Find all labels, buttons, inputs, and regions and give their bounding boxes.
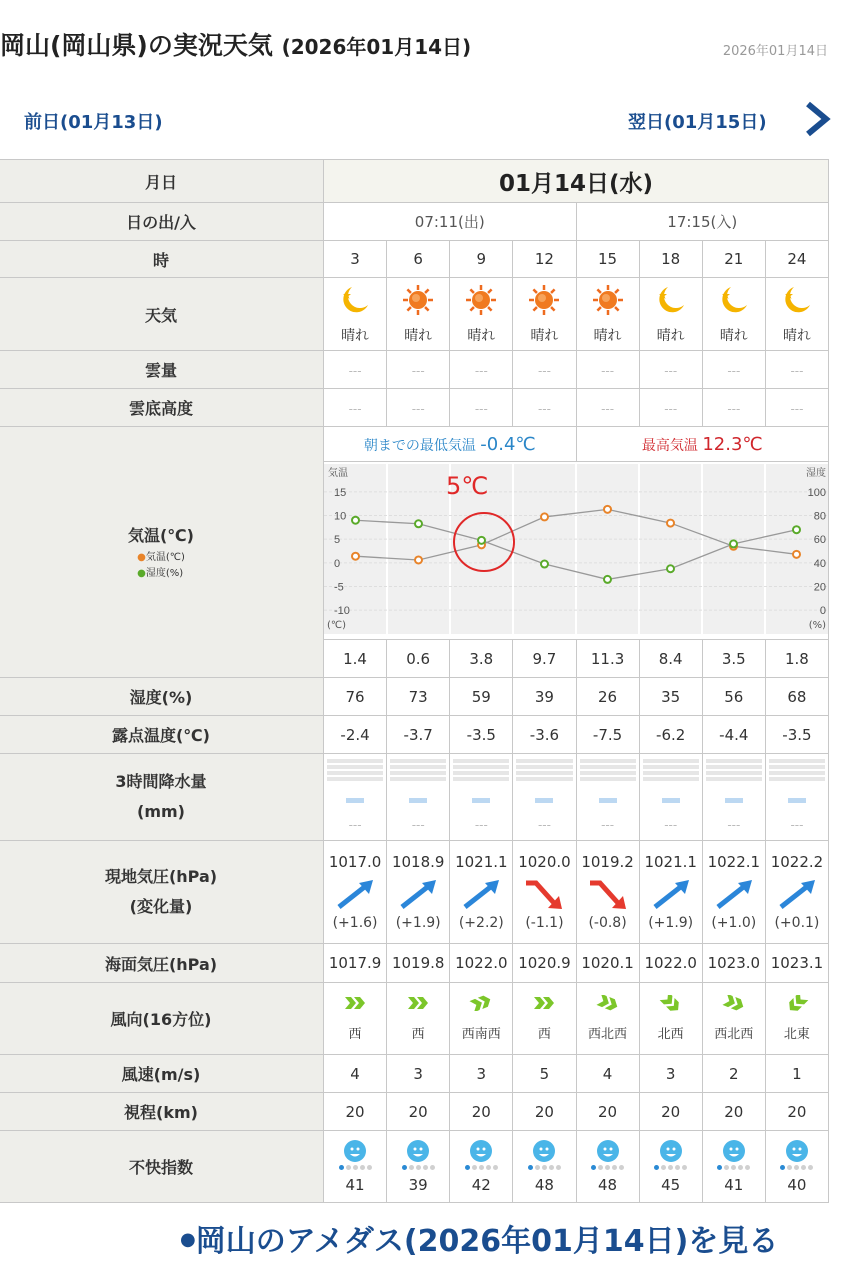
label-temp: 気温(℃) ●気温(℃) ●湿度(%) xyxy=(0,427,324,678)
sun-icon xyxy=(527,283,561,321)
wind-dir-label: 西 xyxy=(537,1027,551,1042)
left-tick-label: 5 xyxy=(334,534,341,547)
pressure-cell: 1020.0 (-1.1) xyxy=(513,841,576,944)
face-icon xyxy=(468,1139,494,1163)
label-cloud-base: 雲底高度 xyxy=(0,389,324,427)
handwritten-annotation: 5℃ xyxy=(446,472,489,500)
date-value: 01月14日(水) xyxy=(324,160,829,203)
discomfort-cell: 39 xyxy=(387,1131,450,1203)
weather-label: 晴れ xyxy=(467,328,496,344)
wind-dir-cell xyxy=(387,983,450,1055)
humidity-cell: 73 xyxy=(387,678,450,716)
dew-cell: -3.5 xyxy=(765,716,828,754)
discomfort-cell: 48 xyxy=(576,1131,639,1203)
precip-cell: --- xyxy=(639,754,702,841)
temp-cell: 1.4 xyxy=(324,640,387,678)
right-tick-label: 60 xyxy=(813,534,826,547)
trend-up-arrow-icon xyxy=(459,877,503,911)
moon-icon xyxy=(780,283,814,321)
cloud-base-cell: --- xyxy=(450,389,513,427)
cloud-cell: --- xyxy=(513,351,576,389)
visibility-cell: 20 xyxy=(387,1093,450,1131)
temp-point xyxy=(793,551,800,558)
sea-pressure-cell: 1023.0 xyxy=(702,944,765,983)
wind-dir-label: 西北西 xyxy=(588,1027,628,1042)
precip-cell: --- xyxy=(513,754,576,841)
precip-cell: --- xyxy=(702,754,765,841)
humidity-cell: 39 xyxy=(513,678,576,716)
face-icon xyxy=(721,1139,747,1163)
temp-cell: 1.8 xyxy=(765,640,828,678)
humidity-point xyxy=(415,520,422,527)
header-date: 2026年01月14日 xyxy=(722,44,828,59)
left-tick-label: 0 xyxy=(334,557,341,570)
visibility-cell: 20 xyxy=(702,1093,765,1131)
hour-cell: 9 xyxy=(450,241,513,278)
wind-dir-label: 西 xyxy=(411,1027,425,1042)
pressure-cell: 1021.1 (+1.9) xyxy=(639,841,702,944)
visibility-cell: 20 xyxy=(765,1093,828,1131)
right-unit: (%) xyxy=(808,620,826,631)
discomfort-cell: 41 xyxy=(702,1131,765,1203)
hour-cell: 15 xyxy=(576,241,639,278)
pressure-cell: 1021.1 (+2.2) xyxy=(450,841,513,944)
discomfort-cell: 42 xyxy=(450,1131,513,1203)
label-cloud: 雲量 xyxy=(0,351,324,389)
humidity-point xyxy=(352,517,359,524)
cloud-cell: --- xyxy=(450,351,513,389)
discomfort-cell: 48 xyxy=(513,1131,576,1203)
weather-cell xyxy=(576,278,639,351)
wind-speed-cell: 3 xyxy=(639,1055,702,1093)
wind-dir-cell xyxy=(702,983,765,1055)
cloud-base-cell: --- xyxy=(576,389,639,427)
weather-cell xyxy=(639,278,702,351)
dew-cell: -6.2 xyxy=(639,716,702,754)
hour-cell: 6 xyxy=(387,241,450,278)
humidity-point xyxy=(793,526,800,533)
cloud-cell: --- xyxy=(765,351,828,389)
hour-cell: 12 xyxy=(513,241,576,278)
hour-cell: 21 xyxy=(702,241,765,278)
discomfort-cell: 40 xyxy=(765,1131,828,1203)
wind-arrow-icon xyxy=(532,995,556,1011)
precip-cell: --- xyxy=(576,754,639,841)
trend-up-arrow-icon xyxy=(649,877,693,911)
humidity-cell: 59 xyxy=(450,678,513,716)
hour-cell: 24 xyxy=(765,241,828,278)
left-axis-title: 気温 xyxy=(328,468,348,479)
label-dew: 露点温度(℃) xyxy=(0,716,324,754)
temp-point xyxy=(604,506,611,513)
face-icon xyxy=(531,1139,557,1163)
humidity-cell: 56 xyxy=(702,678,765,716)
cloud-cell: --- xyxy=(387,351,450,389)
wind-arrow-icon xyxy=(785,995,809,1011)
trend-up-arrow-icon xyxy=(333,877,377,911)
cloud-base-cell: --- xyxy=(513,389,576,427)
temp-point xyxy=(415,556,422,563)
weather-label: 晴れ xyxy=(341,328,370,344)
moon-icon xyxy=(654,283,688,321)
weather-label: 晴れ xyxy=(404,328,433,344)
temp-cell: 3.8 xyxy=(450,640,513,678)
wind-arrow-icon xyxy=(659,995,683,1011)
sun-icon xyxy=(591,283,625,321)
right-axis-title: 湿度 xyxy=(806,468,826,479)
wind-arrow-icon xyxy=(469,995,493,1011)
precip-cell: --- xyxy=(324,754,387,841)
label-sea-pressure: 海面気圧(hPa) xyxy=(0,944,324,983)
weather-cell xyxy=(450,278,513,351)
trend-down-arrow-icon xyxy=(522,877,566,911)
visibility-cell: 20 xyxy=(576,1093,639,1131)
left-tick-label: -5 xyxy=(334,581,344,594)
weather-cell xyxy=(387,278,450,351)
face-icon xyxy=(405,1139,431,1163)
weather-label: 晴れ xyxy=(530,328,559,344)
cloud-cell: --- xyxy=(576,351,639,389)
hour-row xyxy=(0,241,829,278)
precip-cell: --- xyxy=(450,754,513,841)
wind-speed-cell: 3 xyxy=(387,1055,450,1093)
temp-humidity-chart xyxy=(324,462,828,635)
cloud-cell: --- xyxy=(324,351,387,389)
amedas-link[interactable]: ●岡山のアメダス(2026年01月14日)を見る xyxy=(180,1224,779,1259)
wind-dir-cell xyxy=(324,983,387,1055)
right-tick-label: 100 xyxy=(807,486,826,499)
weather-label: 晴れ xyxy=(719,328,748,344)
discomfort-cell: 41 xyxy=(324,1131,387,1203)
temp-point xyxy=(667,520,674,527)
cloud-base-cell: --- xyxy=(639,389,702,427)
humidity-cell: 68 xyxy=(765,678,828,716)
temp-cell: 0.6 xyxy=(387,640,450,678)
sun-icon xyxy=(464,283,498,321)
right-tick-label: 20 xyxy=(813,581,826,594)
wind-dir-cell xyxy=(765,983,828,1055)
weather-cell xyxy=(702,278,765,351)
label-visibility: 視程(km) xyxy=(0,1093,324,1131)
sun-icon xyxy=(401,283,435,321)
wind-speed-cell: 1 xyxy=(765,1055,828,1093)
visibility-cell: 20 xyxy=(324,1093,387,1131)
discomfort-cell: 45 xyxy=(639,1131,702,1203)
trend-down-arrow-icon xyxy=(586,877,630,911)
dew-cell: -4.4 xyxy=(702,716,765,754)
humidity-cell: 26 xyxy=(576,678,639,716)
right-tick-label: 0 xyxy=(819,605,826,618)
wind-arrow-icon xyxy=(406,995,430,1011)
face-icon xyxy=(595,1139,621,1163)
moon-icon xyxy=(338,283,372,321)
face-icon xyxy=(784,1139,810,1163)
humidity-cell: 35 xyxy=(639,678,702,716)
humidity-point xyxy=(478,537,485,544)
humidity-point xyxy=(541,561,548,568)
legend-temp: ●気温(℃) xyxy=(137,551,185,563)
temp-point xyxy=(541,513,548,520)
wind-dir-label: 西北西 xyxy=(714,1027,754,1042)
weather-cell xyxy=(765,278,828,351)
wind-speed-cell: 4 xyxy=(576,1055,639,1093)
wind-dir-cell xyxy=(450,983,513,1055)
legend-humidity: ●湿度(%) xyxy=(137,567,184,579)
humidity-point xyxy=(667,565,674,572)
label-wind-dir: 風向(16方位) xyxy=(0,983,324,1055)
label-hour: 時 xyxy=(0,241,324,278)
weather-label: 晴れ xyxy=(782,328,811,344)
humidity-point xyxy=(730,540,737,547)
wind-dir-label: 西 xyxy=(348,1027,362,1042)
wind-speed-cell: 2 xyxy=(702,1055,765,1093)
visibility-cell: 20 xyxy=(513,1093,576,1131)
cloud-base-cell: --- xyxy=(765,389,828,427)
wind-dir-cell xyxy=(513,983,576,1055)
label-discomfort: 不快指数 xyxy=(0,1131,324,1203)
temp-cell: 11.3 xyxy=(576,640,639,678)
cloud-base-cell: --- xyxy=(387,389,450,427)
sea-pressure-cell: 1020.9 xyxy=(513,944,576,983)
left-tick-label: 10 xyxy=(334,510,347,523)
hour-cell: 3 xyxy=(324,241,387,278)
cloud-base-cell: --- xyxy=(324,389,387,427)
dew-cell: -2.4 xyxy=(324,716,387,754)
right-tick-label: 40 xyxy=(813,557,826,570)
face-icon xyxy=(658,1139,684,1163)
wind-dir-label: 西南西 xyxy=(461,1027,501,1042)
pressure-cell: 1019.2 (-0.8) xyxy=(576,841,639,944)
moon-icon xyxy=(717,283,751,321)
min-temp: 朝までの最低気温 -0.4℃ xyxy=(324,427,577,462)
sunset: 17:15(入) xyxy=(576,203,829,241)
chart-cell xyxy=(324,462,829,640)
label-precip: 3時間降水量 (mm) xyxy=(0,754,324,841)
label-sun: 日の出/入 xyxy=(0,203,324,241)
trend-up-arrow-icon xyxy=(396,877,440,911)
wind-dir-cell xyxy=(639,983,702,1055)
cloud-base-cell: --- xyxy=(702,389,765,427)
sunrise: 07:11(出) xyxy=(324,203,577,241)
sea-pressure-cell: 1020.1 xyxy=(576,944,639,983)
temp-point xyxy=(352,553,359,560)
weather-label: 晴れ xyxy=(593,328,622,344)
wind-dir-cell xyxy=(576,983,639,1055)
trend-up-arrow-icon xyxy=(775,877,819,911)
left-tick-label: -10 xyxy=(334,605,350,618)
dew-cell: -3.6 xyxy=(513,716,576,754)
face-icon xyxy=(342,1139,368,1163)
sea-pressure-cell: 1023.1 xyxy=(765,944,828,983)
label-date: 月日 xyxy=(0,160,324,203)
sea-pressure-cell: 1022.0 xyxy=(450,944,513,983)
wind-speed-cell: 5 xyxy=(513,1055,576,1093)
right-tick-label: 80 xyxy=(813,510,826,523)
chevron-right-icon[interactable] xyxy=(802,100,832,138)
wind-arrow-icon xyxy=(343,995,367,1011)
label-wind-speed: 風速(m/s) xyxy=(0,1055,324,1093)
wind-dir-label: 北西 xyxy=(657,1027,684,1042)
hour-cell: 18 xyxy=(639,241,702,278)
prev-day-link[interactable]: 前日(01月13日) xyxy=(24,112,163,133)
precip-cell: --- xyxy=(387,754,450,841)
temp-cell: 9.7 xyxy=(513,640,576,678)
max-temp: 最高気温 12.3℃ xyxy=(576,427,829,462)
temp-cell: 8.4 xyxy=(639,640,702,678)
label-pressure: 現地気圧(hPa) (変化量) xyxy=(0,841,324,944)
pressure-cell: 1022.2 (+0.1) xyxy=(765,841,828,944)
bullet-icon: ● xyxy=(180,1229,196,1250)
left-unit: (℃) xyxy=(327,620,347,631)
visibility-cell: 20 xyxy=(450,1093,513,1131)
temp-cell: 3.5 xyxy=(702,640,765,678)
wind-dir-label: 北東 xyxy=(783,1027,810,1042)
weather-table xyxy=(0,159,829,1203)
sea-pressure-cell: 1022.0 xyxy=(639,944,702,983)
next-day-link[interactable]: 翌日(01月15日) xyxy=(628,112,767,133)
wind-speed-cell: 4 xyxy=(324,1055,387,1093)
weather-cell xyxy=(324,278,387,351)
visibility-cell: 20 xyxy=(639,1093,702,1131)
humidity-cell: 76 xyxy=(324,678,387,716)
sea-pressure-cell: 1017.9 xyxy=(324,944,387,983)
dew-cell: -3.5 xyxy=(450,716,513,754)
trend-up-arrow-icon xyxy=(712,877,756,911)
precip-cell: --- xyxy=(765,754,828,841)
page-title: 岡山(岡山県)の実況天気 (2026年01月14日) xyxy=(0,31,472,60)
pressure-cell: 1017.0 (+1.6) xyxy=(324,841,387,944)
pressure-cell: 1018.9 (+1.9) xyxy=(387,841,450,944)
dew-cell: -7.5 xyxy=(576,716,639,754)
cloud-cell: --- xyxy=(639,351,702,389)
wind-arrow-icon xyxy=(722,995,746,1011)
cloud-cell: --- xyxy=(702,351,765,389)
dew-cell: -3.7 xyxy=(387,716,450,754)
label-weather: 天気 xyxy=(0,278,324,351)
sea-pressure-cell: 1019.8 xyxy=(387,944,450,983)
weather-label: 晴れ xyxy=(656,328,685,344)
weather-cell xyxy=(513,278,576,351)
label-humidity: 湿度(%) xyxy=(0,678,324,716)
wind-arrow-icon xyxy=(596,995,620,1011)
left-tick-label: 15 xyxy=(334,486,347,499)
humidity-point xyxy=(604,576,611,583)
pressure-cell: 1022.1 (+1.0) xyxy=(702,841,765,944)
wind-speed-cell: 3 xyxy=(450,1055,513,1093)
